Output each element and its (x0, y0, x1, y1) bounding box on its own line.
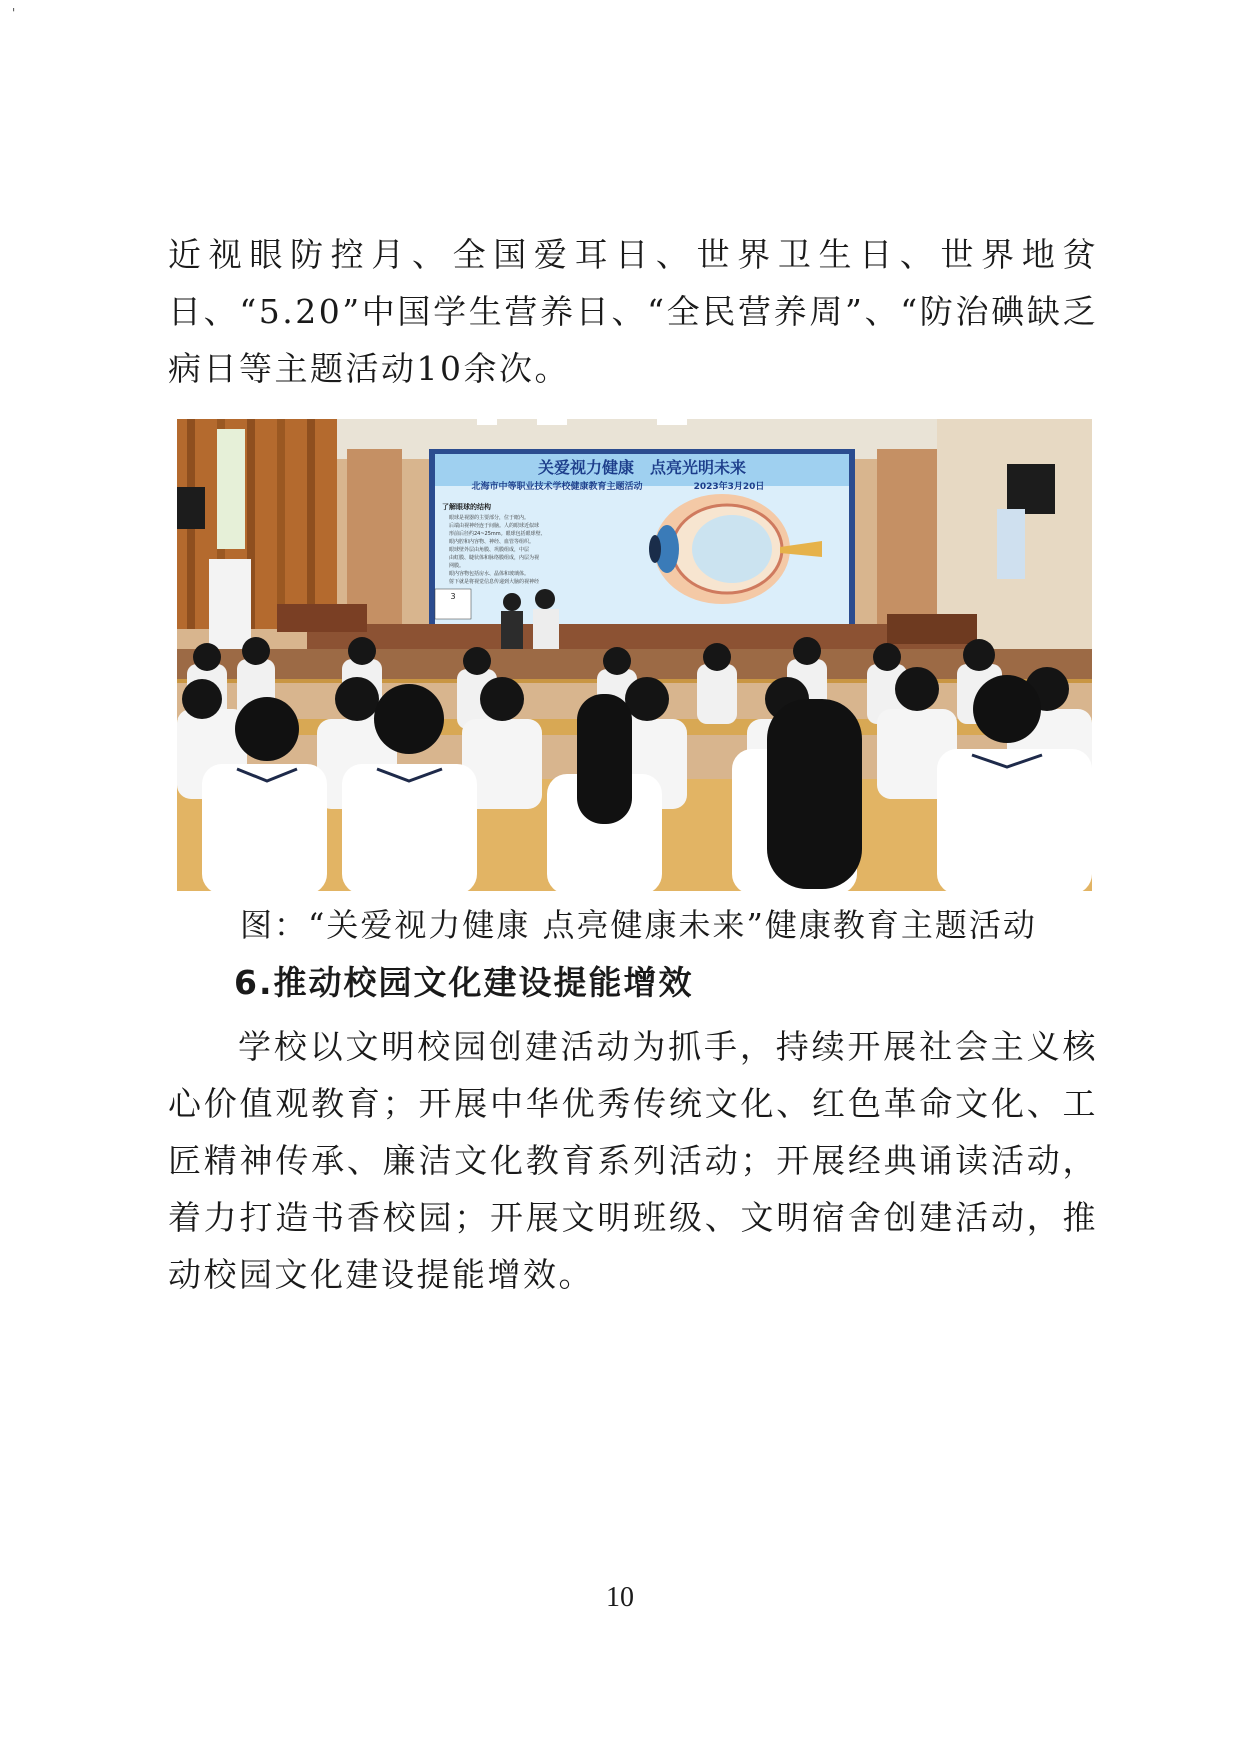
screen-title: 关爱视力健康 点亮光明未来 (537, 458, 747, 477)
slide-text-line: 由虹膜、睫状体和脉络膜组成，内层为视 (449, 555, 540, 561)
corner-mark: ' (12, 6, 16, 20)
screen-date: 2023年3月20日 (693, 482, 765, 492)
slide-text-line: 形前后径约24~25mm。眼球包括眼球壁、 (449, 531, 546, 537)
page-number: 10 (606, 1582, 634, 1613)
intro-paragraph: 近视眼防控月、全国爱耳日、世界卫生日、世界地贫日、“5.20”中国学生营养日、“全民营养周”、“防治碘缺乏病日等主题活动10余次。 (168, 235, 1098, 388)
slide-text-line: 眼球是视器的主要部分，位于眶内。 (449, 515, 530, 521)
event-photo (177, 419, 1092, 891)
slide-text-line: 眼球壁外层由角膜、巩膜组成，中层 (449, 547, 530, 553)
photo-caption: 图：“关爱视力健康 点亮健康未来”健康教育主题活动 (240, 906, 1037, 944)
slide-text-line: 眼内容物包括房水、晶体和玻璃体。 (449, 571, 530, 577)
section-heading: 6.推动校园文化建设提能增效 (234, 963, 694, 1002)
slide-text-line: 射下就是将视觉信息传递到大脑的视神经 (449, 579, 540, 585)
slide-text-line: 眼内腔和内容物、神经、血管等组织。 (449, 539, 535, 545)
slide-heading: 了解眼球的结构 (442, 503, 491, 511)
body-paragraph: 学校以文明校园创建活动为抓手，持续开展社会主义核心价值观教育；开展中华优秀传统文化、红色革命文化、工匠精神传承、廉洁文化教育系列活动；开展经典诵读活动，着力打造书香校园；开展文明班级、文明宿舍创建活动，推动校园文化建设提能增效。 (168, 1027, 1098, 1294)
chart-label: 3 (450, 592, 456, 601)
screen-subtitle: 北海市中等职业技术学校健康教育主题活动 (471, 482, 643, 492)
slide-text-line: 网膜。 (449, 563, 465, 569)
slide-text-line: 后端由视神经连于间脑。人的眼球近似球 (449, 523, 540, 529)
